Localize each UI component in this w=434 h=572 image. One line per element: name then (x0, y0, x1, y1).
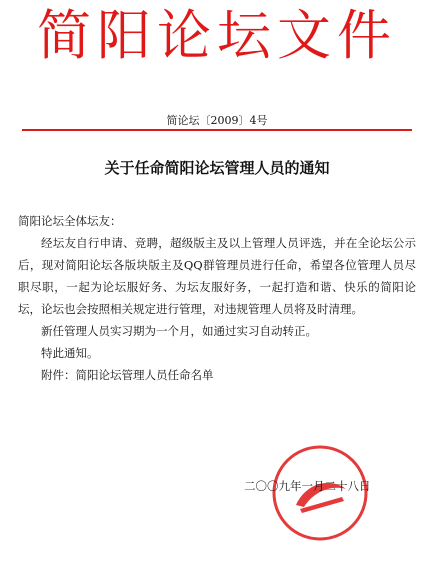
notice-body (18, 210, 416, 386)
notice-heading: 关于任命简阳论坛管理人员的通知 (104, 159, 330, 177)
document-header-title: 简阳论坛文件 (37, 4, 397, 67)
notice-paragraph: 新任管理人员实习期为一个月，如通过实习自动转正。 (41, 324, 317, 338)
notice-paragraph: 经坛友自行申请、竞聘，超级版主及以上管理人员评选，并在全论坛公示后，现对简阳论坛各版块版主及QQ群管理员进行任命，希望各位管理人员尽职尽职，一起为论坛服好务、为坛友服好务，一起打造和谐、快乐的简阳论坛，论坛也会按照相关规定进行管理，对违规管理人员将及时清理。 (18, 236, 416, 316)
notice-date: 二〇〇九年一月二十八日 (244, 479, 371, 493)
header-divider (22, 129, 412, 131)
attachment-line: 附件：简阳论坛管理人员任命名单 (41, 368, 214, 382)
document-number: 简论坛〔2009〕4号 (166, 114, 268, 127)
salutation: 简阳论坛全体坛友： (18, 214, 122, 228)
notice-paragraph: 特此通知。 (41, 346, 99, 360)
